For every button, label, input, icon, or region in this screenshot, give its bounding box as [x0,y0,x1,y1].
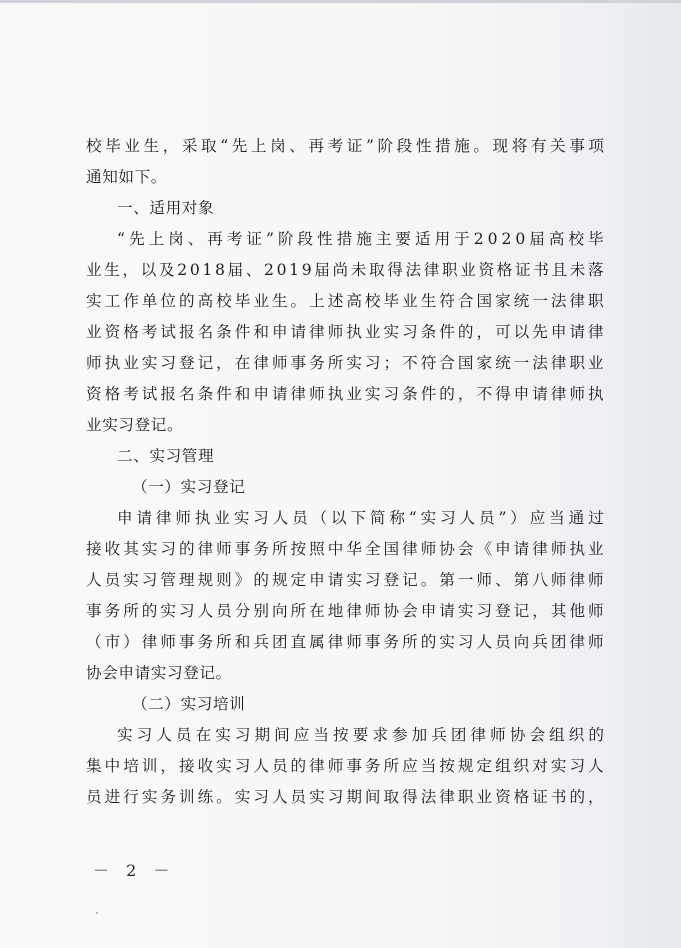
document-body [86,131,604,813]
scan-speck [96,912,98,914]
paragraph-line: 业 生 ， 以 及 2 0 1 8 届 、 2 0 1 9 届 尚 未 取 得 法 律 职 业 资 格 证 书 且 未 落 [86,261,604,279]
paragraph-line: 实 工 作 单 位 的 高 校 毕 业 生 。 上 述 高 校 毕 业 生 符 合 国 家 统 一 法 律 职 [86,292,604,310]
paragraph-line: 集 中 培 训 ， 接 收 实 习 人 员 的 律 师 事 务 所 应 当 按 规 定 组 织 对 实 习 人 [86,757,604,775]
paragraph-line: 接 收 其 实 习 的 律 师 事 务 所 按 照 中 华 全 国 律 师 协 会 《 申 请 律 师 执 业 [86,540,604,558]
paragraph-line: 业 资 格 考 试 报 名 条 件 和 申 请 律 师 执 业 实 习 条 件 的 ， 可 以 先 申 请 律 [86,323,604,341]
paragraph-line: 校 毕 业 生 ， 采 取 “ 先 上 岗 、 再 考 证 ” 阶 段 性 措 施 。 现 将 有 关 事 项 [86,137,604,155]
paragraph-line: 业实习登记。 [86,416,184,434]
paragraph-line: 事 务 所 的 实 习 人 员 分 别 向 所 在 地 律 师 协 会 申 请 实 习 登 记 ， 其 他 师 [86,602,604,620]
subsection-heading-registration: （一）实习登记 [132,478,246,496]
paragraph-line: 申 请 律 师 执 业 实 习 人 员 （ 以 下 简 称 “ 实 习 人 员 ” ） 应 当 通 过 [117,509,604,527]
paragraph-line: 实 习 人 员 在 实 习 期 间 应 当 按 要 求 参 加 兵 团 律 师 协 会 组 织 的 [117,726,604,744]
paragraph-line: “ 先 上 岗 、 再 考 证 ” 阶 段 性 措 施 主 要 适 用 于 2 0 2 0 届 高 校 毕 [117,230,604,248]
paragraph-line: 资 格 考 试 报 名 条 件 和 申 请 律 师 执 业 实 习 条 件 的 ， 不 得 申 请 律 师 执 [86,385,604,403]
section-heading-scope: 一、适用对象 [117,199,215,217]
paragraph-line: 员 进 行 实 务 训 练 。 实 习 人 员 实 习 期 间 取 得 法 律 职 业 资 格 证 书 的 ， [86,788,604,806]
paragraph-line: 协会申请实习登记。 [86,664,232,682]
page-top-edge [0,0,681,3]
paragraph-line: （ 市 ） 律 师 事 务 所 和 兵 团 直 属 律 师 事 务 所 的 实 习 人 员 向 兵 团 律 师 [86,633,604,651]
section-heading-management: 二、实习管理 [117,447,215,465]
paragraph-line: 师 执 业 实 习 登 记 ， 在 律 师 事 务 所 实 习 ； 不 符 合 国 家 统 一 法 律 职 业 [86,354,604,372]
paragraph-line: 通知如下。 [86,168,167,186]
page-number: － 2 － [93,861,176,880]
paragraph-line: 人 员 实 习 管 理 规 则 》 的 规 定 申 请 实 习 登 记 。 第 一 师 、 第 八 师 律 师 [86,571,604,589]
subsection-heading-training: （二）实习培训 [132,695,246,713]
